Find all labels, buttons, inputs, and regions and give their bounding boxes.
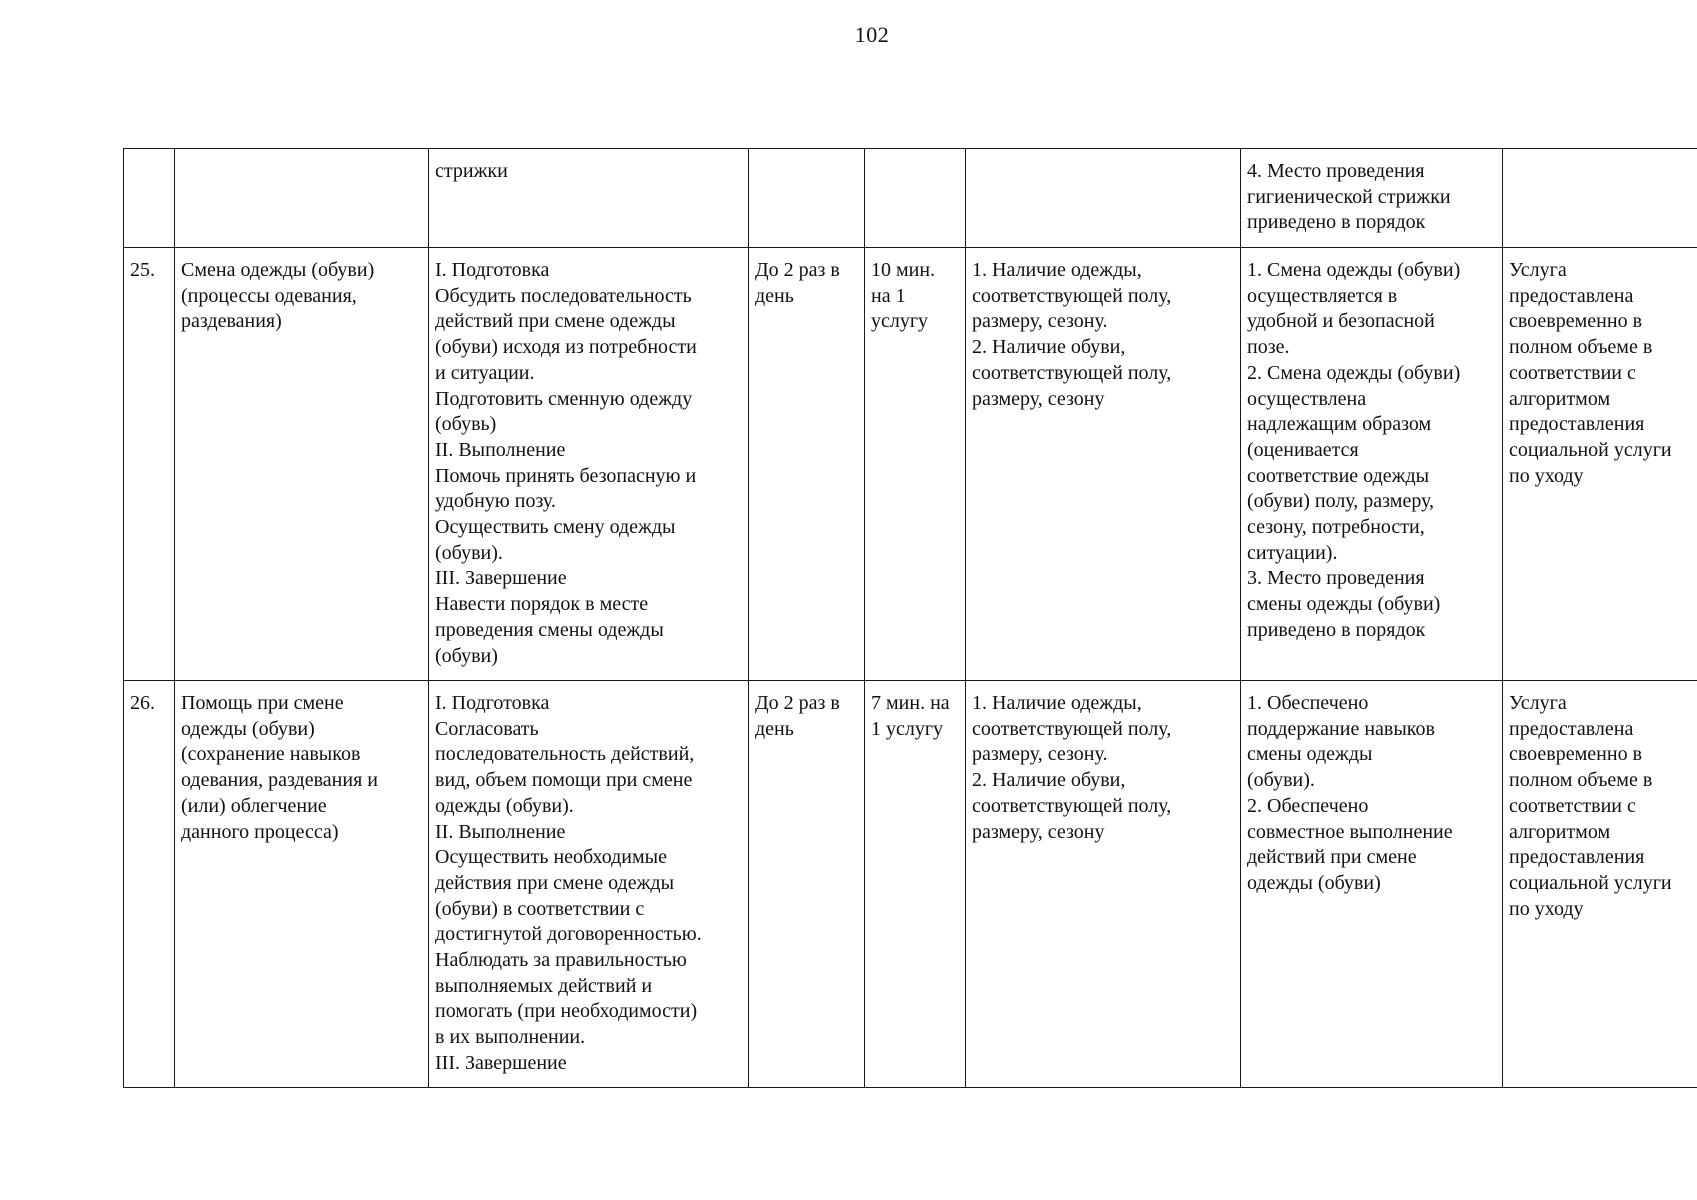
evaluation-cell [1503,149,1697,248]
frequency-cell: До 2 раз в день [749,681,865,1088]
page-number: 102 [854,22,890,47]
evaluation-cell: Услуга предоставлена своевременно в полном объеме в соответствии с алгоритмом предоставления социальной услуги по уходу [1503,681,1697,1088]
row-number-cell: 25. [124,248,175,681]
conditions-cell [966,149,1241,248]
row-number-cell [124,149,175,248]
duration-cell: 10 мин. на 1 услугу [865,248,966,681]
conditions-cell: 1. Наличие одежды, соответствующей полу, размеру, сезону. 2. Наличие обуви, соответствующей полу, размеру, сезону [966,681,1241,1088]
service-name-cell: Помощь при смене одежды (обуви) (сохранение навыков одевания, раздевания и (или) облегчение данного процесса) [175,681,429,1088]
services-table [123,148,1697,1088]
frequency-cell [749,149,865,248]
result-cell: 4. Место проведения гигиенической стрижки приведено в порядок [1241,149,1503,248]
evaluation-cell: Услуга предоставлена своевременно в полном объеме в соответствии с алгоритмом предоставления социальной услуги по уходу [1503,248,1697,681]
procedure-cell: стрижки [429,149,749,248]
frequency-cell: До 2 раз в день [749,248,865,681]
procedure-cell: I. Подготовка Обсудить последовательность действий при смене одежды (обуви) исходя из потребности и ситуации. Подготовить сменную одежду (обувь) II. Выполнение Помочь принять безопасную и удобную позу. Осуществить смену одежды (обуви). III. Завершение Навести порядок в месте проведения смены одежды (обуви) [429,248,749,681]
service-name-cell: Смена одежды (обуви) (процессы одевания, раздевания) [175,248,429,681]
result-cell: 1. Обеспечено поддержание навыков смены одежды (обуви). 2. Обеспечено совместное выполнение действий при смене одежды (обуви) [1241,681,1503,1088]
row-number-cell: 26. [124,681,175,1088]
result-cell: 1. Смена одежды (обуви) осуществляется в удобной и безопасной позе. 2. Смена одежды (обуви) осуществлена надлежащим образом (оценивается соответствие одежды (обуви) полу, размеру, сезону, потребности, ситуации). 3. Место проведения смены одежды (обуви) приведено в порядок [1241,248,1503,681]
procedure-cell: I. Подготовка Согласовать последовательность действий, вид, объем помощи при смене одежды (обуви). II. Выполнение Осуществить необходимые действия при смене одежды (обуви) в соответствии с достигнутой договоренностью. Наблюдать за правильностью выполняемых действий и помогать (при необходимости) в их выполнении. III. Завершение [429,681,749,1088]
duration-cell [865,149,966,248]
conditions-cell: 1. Наличие одежды, соответствующей полу, размеру, сезону. 2. Наличие обуви, соответствующей полу, размеру, сезону [966,248,1241,681]
table-row [124,248,1697,681]
service-name-cell [175,149,429,248]
duration-cell: 7 мин. на 1 услугу [865,681,966,1088]
table-row [124,681,1697,1088]
table-row [124,149,1697,248]
